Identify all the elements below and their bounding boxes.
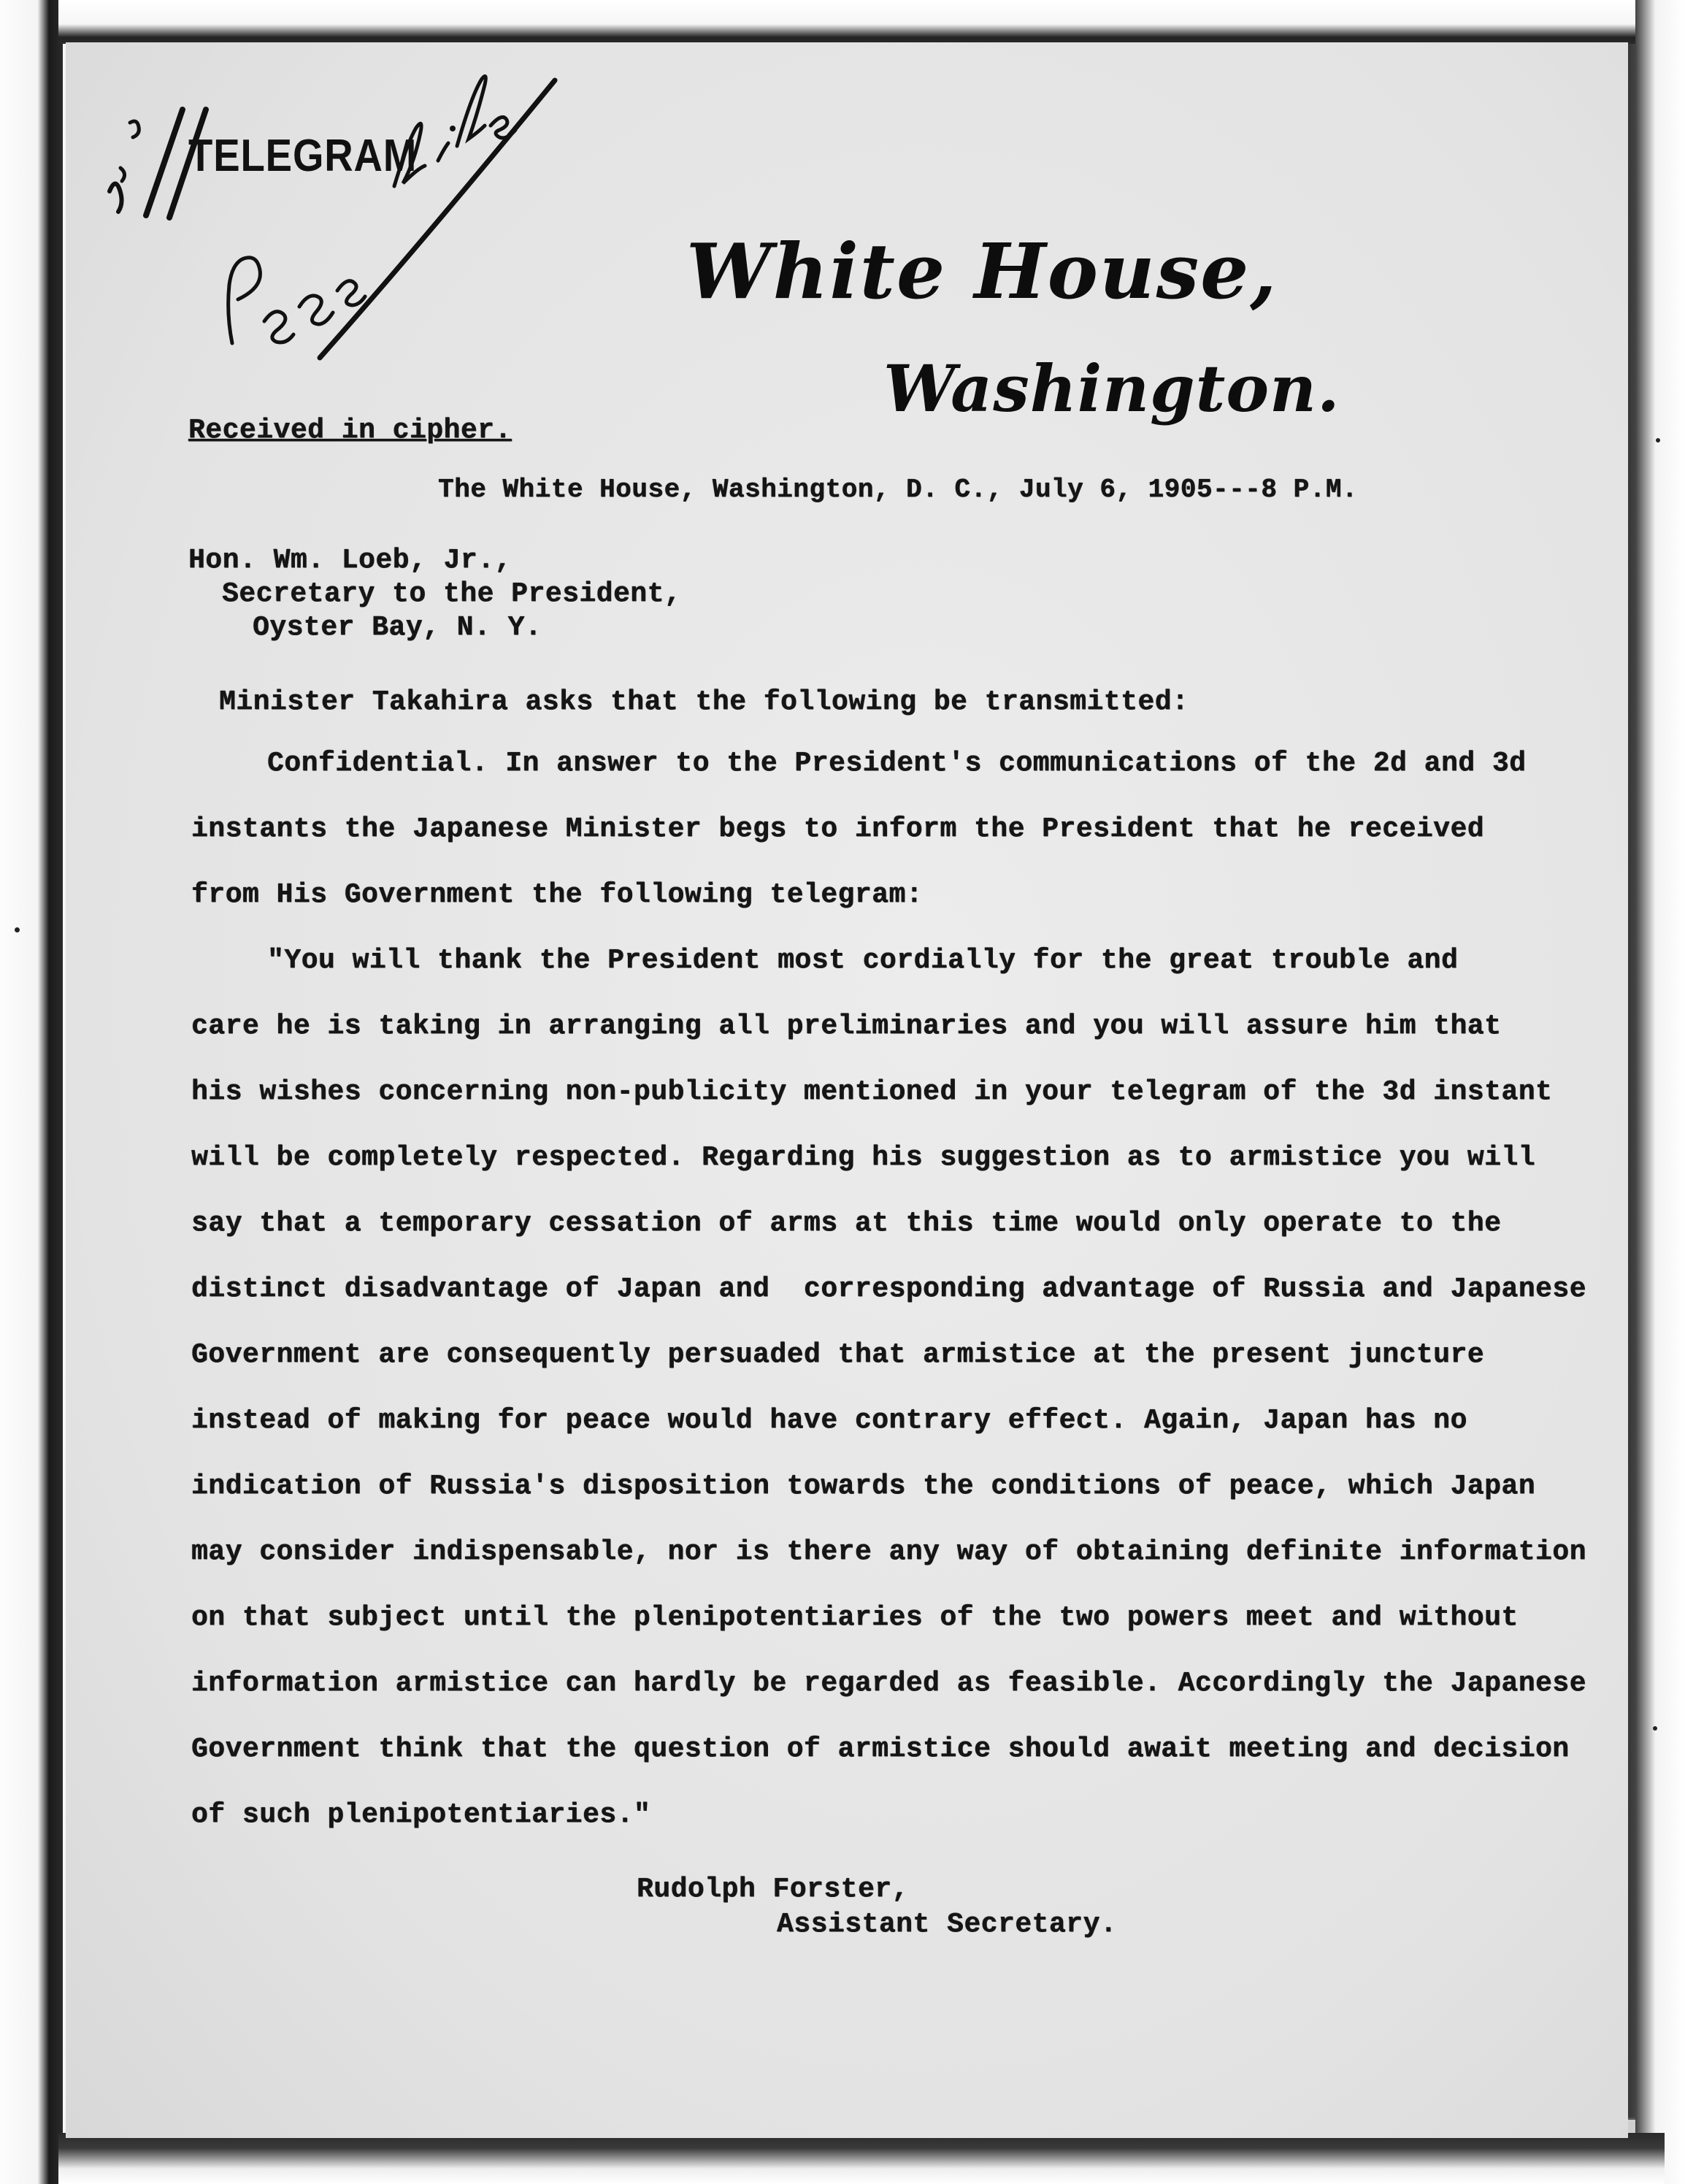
body-line: his wishes concerning non-publicity mentioned in your telegram of the 3d instant — [191, 1076, 1553, 1108]
body-intro: Minister Takahira asks that the following be transmitted: — [219, 686, 1189, 718]
body-line: distinct disadvantage of Japan and corresponding advantage of Russia and Japanese — [191, 1273, 1586, 1305]
body-line: "You will thank the President most cordially for the great trouble and — [267, 945, 1459, 976]
addressee-name: Hon. Wm. Loeb, Jr., — [188, 545, 512, 576]
scan-speck — [1656, 438, 1660, 442]
scan-edge-top — [58, 0, 1635, 44]
signature-name: Rudolph Forster, — [637, 1874, 909, 1905]
body-line: from His Government the following telegram: — [191, 879, 924, 911]
body-line: care he is taking in arranging all preliminaries and you will assure him that — [191, 1011, 1502, 1042]
scan-edge-bottom — [58, 2133, 1665, 2184]
body-line: indication of Russia's disposition towards the conditions of peace, which Japan — [191, 1471, 1535, 1502]
body-line: Government think that the question of armistice should await meeting and decision — [191, 1733, 1570, 1765]
body-line: of such plenipotentiaries." — [191, 1799, 651, 1831]
body-line: Government are consequently persuaded that armistice at the present juncture — [191, 1339, 1485, 1371]
addressee-title: Secretary to the President, — [222, 578, 682, 610]
body-line: on that subject until the plenipotentiaries of the two powers meet and without — [191, 1602, 1519, 1633]
scan-edge-right — [1619, 0, 1685, 2184]
body-line: instead of making for peace would have contrary effect. Again, Japan has no — [191, 1405, 1467, 1436]
scan-speck — [15, 927, 20, 932]
body-line: may consider indispensable, nor is there any way of obtaining definite information — [191, 1536, 1586, 1568]
letterhead-white-house: White House, — [686, 226, 1278, 316]
addressee-location: Oyster Bay, N. Y. — [253, 612, 542, 643]
signature-title: Assistant Secretary. — [777, 1909, 1118, 1940]
scan-speck — [1653, 1726, 1657, 1731]
body-line: will be completely respected. Regarding his suggestion as to armistice you will — [191, 1142, 1535, 1173]
body-line: Confidential. In answer to the President's communications of the 2d and 3d — [267, 748, 1527, 779]
body-line: instants the Japanese Minister begs to inform the President that he received — [191, 813, 1485, 845]
received-in-cipher: Received in cipher. — [188, 415, 512, 446]
body-line: information armistice can hardly be regarded as feasible. Accordingly the Japanese — [191, 1668, 1586, 1699]
dateline: The White House, Washington, D. C., July 6, 1905---8 P.M. — [438, 475, 1358, 505]
telegram-stamp: TELEGRAM — [188, 131, 418, 181]
letterhead-washington: Washington. — [883, 350, 1340, 426]
scan-edge-left — [0, 0, 63, 2184]
body-line: say that a temporary cessation of arms at this time would only operate to the — [191, 1208, 1502, 1239]
